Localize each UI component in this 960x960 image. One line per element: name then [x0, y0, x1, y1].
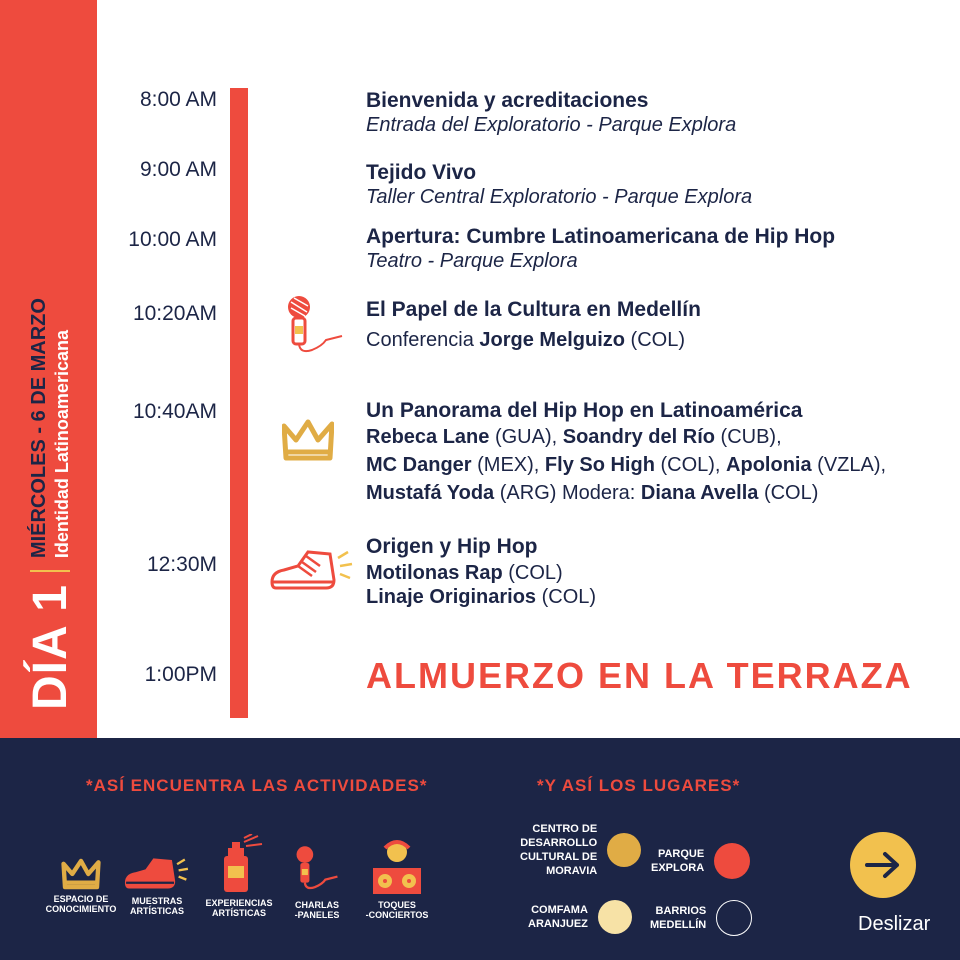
- event-title: Origen y Hip Hop: [366, 535, 538, 558]
- activity-label-line: EXPERIENCIAS: [205, 898, 273, 908]
- event-type: Conferencia: [366, 329, 474, 351]
- moderator-country: (COL): [763, 482, 819, 504]
- place-label-line: ARANJUEZ: [528, 918, 588, 930]
- activity-legend-item: [352, 838, 442, 920]
- event-place: Teatro - Parque Explora: [366, 250, 578, 272]
- time-label: 10:20AM: [132, 302, 217, 325]
- participant-name: Fly So High: [544, 454, 655, 476]
- place-label: [528, 903, 588, 931]
- participant-name: Apolonia: [726, 454, 812, 476]
- participants-line: [366, 479, 886, 507]
- moderator-name: Diana Avella: [640, 482, 759, 504]
- moderator-label: Modera:: [561, 482, 636, 504]
- dj-icon: [369, 838, 425, 896]
- time-label: 10:40AM: [132, 400, 217, 423]
- place-color-dot: [716, 900, 752, 936]
- time-label: 9:00 AM: [139, 158, 217, 181]
- speaker-name: Jorge Melguizo: [479, 329, 625, 351]
- event-title: El Papel de la Cultura en Medellín: [366, 298, 701, 321]
- day-side-text: [18, 260, 82, 710]
- crown-icon: [61, 858, 101, 890]
- activity-legend-item: [194, 834, 284, 918]
- participant-name: MC Danger: [366, 454, 472, 476]
- place-legend-item: [528, 900, 632, 934]
- time-label: 8:00 AM: [139, 88, 217, 111]
- place-label-line: CENTRO DE: [532, 823, 598, 835]
- day-info: [27, 298, 73, 558]
- timeline-bar: [230, 88, 248, 718]
- activity-legend-item: [272, 842, 362, 920]
- activities-legend-title: *ASÍ ENCUENTRA LAS ACTIVIDADES*: [86, 776, 428, 795]
- place-label-line: DESARROLLO: [520, 837, 598, 849]
- participants-line: [366, 423, 886, 451]
- event-item: [366, 224, 835, 274]
- activity-label-line: CONOCIMIENTO: [45, 904, 117, 914]
- place-label: [520, 822, 597, 878]
- place-label-line: COMFAMA: [531, 904, 588, 916]
- legend-panel: [0, 738, 960, 960]
- participant-country: (COL): [508, 562, 563, 584]
- event-item: [366, 297, 701, 354]
- participant-country: (GUA),: [494, 426, 558, 448]
- place-color-dot: [598, 900, 632, 934]
- activity-label-line: ARTÍSTICAS: [130, 906, 184, 916]
- time-label: 1:00PM: [144, 663, 217, 686]
- place-color-dot: [714, 843, 750, 879]
- event-place: Entrada del Exploratorio - Parque Explora: [366, 114, 737, 136]
- event-place: Taller Central Exploratorio - Parque Explora: [366, 186, 753, 208]
- participant-country: (ARG): [499, 482, 557, 504]
- crown-icon: [282, 418, 334, 462]
- activity-label-line: TOQUES: [378, 900, 416, 910]
- day-separator: [30, 570, 70, 572]
- event-title: Un Panorama del Hip Hop en Latinoamérica: [366, 399, 803, 422]
- participants-line: [366, 583, 596, 611]
- place-legend-item: [651, 843, 750, 879]
- sneaker-icon: [268, 550, 356, 594]
- event-item: [366, 160, 752, 210]
- event-detail: [366, 326, 701, 354]
- participant-country: (COL): [541, 586, 597, 608]
- swipe-next-button[interactable]: [850, 832, 916, 898]
- place-color-dot: [607, 833, 641, 867]
- place-legend-item: [520, 822, 641, 878]
- activity-label-line: -CONCIERTOS: [365, 910, 429, 920]
- event-title: Apertura: Cumbre Latinoamericana de Hip Hop: [366, 225, 836, 248]
- time-label: 10:00 AM: [128, 228, 217, 251]
- participant-name: Motilonas Rap: [366, 562, 503, 584]
- sneaker-icon: [120, 858, 194, 892]
- participant-country: (CUB),: [720, 426, 782, 448]
- microphone-icon: [282, 294, 348, 358]
- participant-name: Rebeca Lane: [366, 426, 490, 448]
- places-legend-title: *Y ASÍ LOS LUGARES*: [537, 776, 741, 795]
- time-label: 12:30M: [146, 553, 217, 576]
- activity-label-line: ESPACIO DE: [53, 894, 109, 904]
- lunch-title: ALMUERZO EN LA TERRAZA: [366, 655, 913, 696]
- participant-country: (COL),: [660, 454, 721, 476]
- participant-country: (VZLA),: [817, 454, 887, 476]
- place-label-line: CULTURAL DE: [520, 851, 598, 863]
- participant-name: Linaje Originarios: [366, 586, 537, 608]
- place-label-line: MEDELLÍN: [650, 919, 707, 931]
- participant-name: Mustafá Yoda: [366, 482, 495, 504]
- activity-label-line: -PANELES: [294, 910, 340, 920]
- event-title: Bienvenida y acreditaciones: [366, 89, 649, 112]
- arrow-right-icon: [865, 851, 901, 879]
- microphone-icon: [292, 842, 342, 896]
- activity-label-line: MUESTRAS: [131, 896, 183, 906]
- event-title: Tejido Vivo: [366, 161, 477, 184]
- place-label-line: PARQUE: [657, 848, 705, 860]
- participants-line: [366, 451, 886, 479]
- place-label-line: EXPLORA: [651, 862, 705, 874]
- event-item: [366, 534, 596, 611]
- place-label: [651, 847, 704, 875]
- participant-country: (MEX),: [477, 454, 540, 476]
- swipe-label[interactable]: Deslizar: [858, 913, 931, 935]
- place-label-line: BARRIOS: [655, 905, 707, 917]
- activity-label-line: ARTÍSTICAS: [212, 908, 266, 918]
- place-label: [650, 904, 706, 932]
- event-item: [366, 398, 886, 507]
- event-item: [366, 88, 736, 138]
- activity-label-line: CHARLAS: [295, 900, 339, 910]
- speaker-country: (COL): [630, 329, 685, 351]
- place-legend-item: [650, 900, 752, 936]
- participant-name: Soandry del Río: [562, 426, 715, 448]
- place-label-line: MORAVIA: [546, 865, 598, 877]
- day-label: DÍA 1: [23, 584, 77, 710]
- day-date: MIÉRCOLES - 6 DE MARZO: [28, 298, 50, 559]
- activity-legend-item: [112, 858, 202, 916]
- spray-can-icon: [214, 834, 264, 894]
- day-theme: Identidad Latinoamericana: [52, 330, 72, 559]
